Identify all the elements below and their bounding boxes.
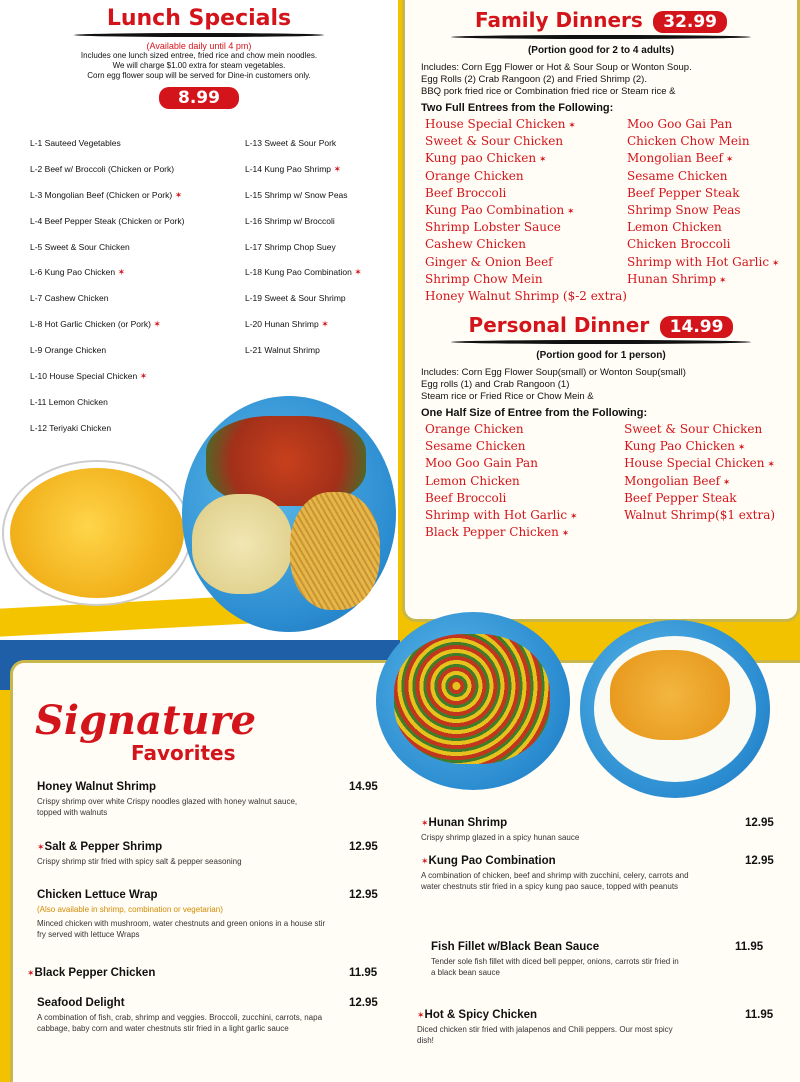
signature-item-name: Seafood Delight	[37, 997, 125, 1009]
chili-pepper-icon: ✶	[37, 842, 45, 852]
signature-item-name: Black Pepper Chicken	[34, 967, 156, 979]
personal-left-column	[425, 421, 624, 541]
family-choose-label: Two Full Entrees from the Following:	[421, 102, 614, 114]
includes-line: BBQ pork fried rice or Combination fried rice or Steam rice &	[421, 86, 676, 97]
entree-item	[425, 116, 627, 133]
lunch-item-list	[30, 136, 390, 447]
walnut-shrimp-plate-image	[580, 620, 770, 798]
family-left-column	[425, 116, 627, 305]
signature-item-row	[37, 841, 317, 853]
signature-script-title: Signature	[35, 697, 257, 744]
entree-label: Moo Goo Gain Pan	[425, 456, 538, 471]
includes-line: Egg Rolls (2) Crab Rangoon (2) and Fried Shrimp (2).	[421, 74, 647, 85]
title-swoosh	[451, 35, 751, 39]
lunch-item	[30, 317, 245, 343]
signature-item-name: Hunan Shrimp	[428, 817, 508, 829]
signature-item-row	[27, 967, 307, 979]
signature-item-description: Crispy shrimp stir fried with spicy salt & pepper seasoning	[37, 857, 242, 866]
signature-item-name: Salt & Pepper Shrimp	[44, 841, 163, 853]
entree-item	[624, 438, 781, 455]
lunch-item-label: L-2 Beef w/ Broccoli (Chicken or Pork)	[30, 163, 175, 174]
chili-pepper-icon: ✶	[722, 155, 734, 166]
signature-item-row	[37, 997, 327, 1009]
lunch-item	[245, 240, 385, 266]
chili-pepper-icon: ✶	[764, 460, 775, 471]
egg-flower-soup-image	[4, 462, 190, 604]
entree-label: Lemon Chicken	[425, 473, 520, 488]
entree-label: Shrimp with Hot Garlic	[626, 254, 770, 269]
entree-label: Mongolian Beef	[626, 151, 723, 166]
entree-item	[425, 168, 627, 185]
family-portion: (Portion good for 2 to 4 adults)	[527, 45, 675, 56]
lunch-item-label: L-16 Shrimp w/ Broccoli	[245, 215, 335, 226]
family-price-badge: 32.99	[653, 11, 727, 33]
kung-pao-combination-plate-image	[376, 612, 570, 790]
signature-item-price: 12.95	[745, 855, 774, 867]
lunch-availability: (Available daily until 4 pm)	[146, 41, 252, 51]
signature-item-row	[37, 889, 327, 901]
signature-item-name: Chicken Lettuce Wrap	[37, 889, 158, 901]
entree-item	[624, 455, 781, 472]
entree-item	[627, 168, 781, 185]
personal-title: Personal Dinner	[468, 313, 650, 338]
signature-item-name: Fish Fillet w/Black Bean Sauce	[431, 941, 600, 953]
entree-item	[425, 185, 627, 202]
family-includes	[405, 62, 797, 98]
family-title-row	[405, 8, 797, 33]
personal-portion: (Portion good for 1 person)	[536, 350, 666, 362]
signature-item-row	[417, 1009, 687, 1021]
signature-item-description: Crispy shrimp over white Crispy noodles glazed with honey walnut sauce, topped with walnuts	[37, 797, 298, 817]
family-dinners-panel	[402, 0, 800, 622]
lunch-item-label: L-12 Teriyaki Chicken	[30, 422, 112, 433]
entree-label: Chicken Chow Mein	[626, 134, 750, 149]
personal-right-column	[624, 421, 781, 541]
lunch-item	[30, 188, 245, 214]
lunch-item	[245, 162, 385, 188]
chili-pepper-icon: ✶	[565, 121, 576, 131]
entree-label: Shrimp Chow Mein	[425, 271, 543, 286]
entree-label: Black Pepper Chicken	[425, 525, 559, 540]
entree-label: House Special Chicken	[425, 117, 566, 131]
lunch-item	[30, 214, 245, 240]
chili-pepper-icon: ✶	[172, 189, 183, 200]
signature-item	[417, 1009, 687, 1046]
lunch-item	[30, 395, 245, 421]
entree-label: Honey Walnut Shrimp ($-2 extra)	[425, 288, 627, 303]
lunch-item-label: L-6 Kung Pao Chicken	[30, 267, 116, 278]
entree-label: Kung pao Chicken	[425, 151, 537, 166]
personal-includes	[405, 367, 797, 403]
entree-item	[425, 507, 624, 524]
entree-item	[425, 455, 624, 472]
lunch-item	[30, 291, 245, 317]
lunch-item	[245, 188, 385, 214]
entree-item	[627, 271, 781, 288]
entree-item	[425, 219, 627, 236]
chili-pepper-icon: ✶	[564, 206, 575, 217]
signature-item-description: Diced chicken stir fried with jalapenos and Chili peppers. Our most spicy dish!	[417, 1025, 673, 1045]
lunch-item-label: L-4 Beef Pepper Steak (Chicken or Pork)	[30, 215, 185, 226]
lunch-item-label: L-14 Kung Pao Shrimp	[245, 163, 331, 174]
entree-label: Hunan Shrimp	[626, 271, 717, 286]
family-entree-grid	[405, 114, 797, 305]
chili-pepper-icon: ✶	[735, 443, 746, 454]
lunch-item-label: L-19 Sweet & Sour Shrimp	[245, 293, 346, 304]
chili-pepper-icon: ✶	[536, 155, 547, 166]
lunch-item-label: L-9 Orange Chicken	[30, 345, 107, 356]
signature-item	[431, 941, 681, 978]
lunch-title: Lunch Specials	[106, 6, 292, 31]
signature-item-row	[421, 855, 691, 867]
entree-label: Moo Goo Gai Pan	[626, 117, 733, 131]
lunch-item-label: L-18 Kung Pao Combination	[245, 267, 352, 278]
entree-item	[425, 254, 627, 271]
personal-price-badge: 14.99	[660, 316, 734, 338]
title-swoosh	[74, 33, 324, 37]
lunch-item-label: L-15 Shrimp w/ Snow Peas	[245, 189, 348, 200]
signature-item-price: 11.95	[349, 967, 378, 979]
lunch-item-label: L-5 Sweet & Sour Chicken	[30, 241, 130, 252]
lunch-item-label: L-3 Mongolian Beef (Chicken or Pork)	[30, 189, 173, 200]
entree-item	[627, 202, 781, 219]
signature-item-description: Minced chicken with mushroom, water chestnuts and green onions in a house stir fry served with lettuce Wraps	[37, 919, 326, 939]
personal-choose-label: One Half Size of Entree from the Following:	[421, 407, 648, 420]
entree-label: Mongolian Beef	[624, 473, 721, 488]
entree-item	[425, 236, 627, 253]
signature-item-price: 12.95	[745, 817, 774, 829]
chili-pepper-icon: ✶	[769, 258, 780, 269]
signature-item-price: 12.95	[349, 889, 378, 901]
lunch-item	[245, 291, 385, 317]
entree-label: Beef Pepper Steak	[626, 185, 740, 200]
entree-item	[425, 133, 627, 150]
chili-pepper-icon: ✶	[150, 319, 161, 330]
signature-item-row	[431, 941, 681, 953]
signature-item-description: Tender sole fish fillet with diced bell pepper, onions, carrots stir fried in a black bean sauce	[431, 957, 679, 977]
lunch-item	[30, 162, 245, 188]
lunch-item-label: L-7 Cashew Chicken	[30, 293, 109, 304]
signature-item	[37, 997, 327, 1034]
entree-label: Kung Pao Chicken	[624, 439, 736, 454]
lunch-price-badge: 8.99	[159, 87, 239, 109]
kung-pao-food-image	[394, 634, 550, 764]
entree-label: Shrimp with Hot Garlic	[425, 508, 568, 522]
entree-label: Kung Pao Combination	[425, 202, 565, 217]
signature-item	[421, 855, 691, 892]
signature-item-note: (Also available in shrimp, combination or vegetarian)	[37, 905, 223, 914]
personal-title-row	[405, 313, 797, 338]
lunch-note-line: Corn egg flower soup will be served for Dine-in customers only.	[87, 71, 311, 80]
chili-pepper-icon: ✶	[567, 512, 578, 522]
entree-item	[624, 507, 781, 524]
lunch-plate-image	[182, 396, 396, 632]
lunch-note	[0, 51, 398, 81]
signature-item-name: Hot & Spicy Chicken	[424, 1009, 538, 1021]
lunch-specials-panel	[0, 0, 398, 640]
entree-label: Beef Pepper Steak	[624, 490, 737, 505]
lunch-item-label: L-11 Lemon Chicken	[30, 396, 108, 407]
chili-pepper-icon: ✶	[115, 267, 126, 278]
entree-item	[425, 271, 627, 288]
family-title: Family Dinners	[474, 8, 643, 32]
signature-item-description: Crispy shrimp glazed in a spicy hunan sauce	[421, 833, 580, 842]
entree-label: Ginger & Onion Beef	[425, 254, 553, 269]
chili-pepper-icon: ✶	[137, 371, 148, 382]
entree-item	[627, 150, 781, 167]
includes-line: Egg rolls (1) and Crab Rangoon (1)	[421, 379, 570, 391]
chili-pepper-icon: ✶	[417, 1010, 425, 1020]
signature-item-row	[37, 781, 317, 793]
title-swoosh	[451, 340, 751, 344]
chili-pepper-icon: ✶	[558, 529, 570, 540]
lunch-note-line: We will charge $1.00 extra for steam vegetables.	[112, 61, 286, 70]
entree-label: Chicken Broccoli	[626, 237, 731, 252]
includes-line: Includes: Corn Egg Flower Soup(small) or Wonton Soup(small)	[421, 367, 686, 379]
signature-item	[37, 781, 317, 818]
entree-label: Sesame Chicken	[626, 168, 728, 183]
lunch-item	[245, 136, 385, 162]
entree-item	[624, 473, 781, 490]
signature-item	[37, 889, 327, 940]
shrimp-food-image	[610, 650, 730, 740]
entree-label: Shrimp Snow Peas	[626, 202, 741, 217]
entree-label: Orange Chicken	[425, 422, 524, 437]
chow-mein-image	[290, 492, 380, 610]
signature-item-description: A combination of fish, crab, shrimp and veggies. Broccoli, zucchini, carrots, napa cabbage, baby corn and water chestnuts stir fried in a light garlic sauce	[37, 1013, 323, 1033]
entree-label: Beef Broccoli	[425, 490, 507, 505]
signature-item	[421, 817, 681, 843]
entree-item	[624, 421, 781, 438]
entree-item	[425, 490, 624, 507]
entree-label: Walnut Shrimp($1 extra)	[624, 508, 776, 522]
signature-item-price: 11.95	[745, 1009, 774, 1021]
chili-pepper-icon: ✶	[421, 818, 429, 828]
lunch-item-label: L-10 House Special Chicken	[30, 371, 138, 382]
entree-item	[425, 421, 624, 438]
lunch-item	[30, 343, 245, 369]
chili-pepper-icon: ✶	[331, 163, 342, 174]
lunch-left-column	[30, 136, 245, 447]
entree-item	[425, 438, 624, 455]
chili-pepper-icon: ✶	[716, 275, 727, 286]
lunch-note-line: Includes one lunch sized entree, fried rice and chow mein noodles.	[80, 51, 318, 60]
entree-item	[425, 150, 627, 167]
lunch-item	[245, 265, 385, 291]
entree-label: Beef Broccoli	[425, 185, 507, 200]
entree-item	[627, 185, 781, 202]
entree-label: House Special Chicken	[624, 456, 765, 471]
lunch-item-label: L-21 Walnut Shrimp	[245, 345, 320, 356]
lunch-item	[30, 136, 245, 162]
signature-item-price: 12.95	[349, 841, 378, 853]
chili-pepper-icon: ✶	[27, 968, 35, 978]
entree-label: Sesame Chicken	[425, 439, 526, 454]
chili-pepper-icon: ✶	[318, 319, 329, 330]
chili-pepper-icon: ✶	[720, 477, 731, 488]
signature-subtitle: Favorites	[131, 741, 236, 765]
entree-label: Sweet & Sour Chicken	[624, 422, 763, 437]
signature-item-price: 14.95	[349, 781, 378, 793]
signature-item	[37, 841, 317, 867]
includes-line: Includes: Corn Egg Flower or Hot & Sour Soup or Wonton Soup.	[421, 62, 692, 73]
entree-item	[425, 473, 624, 490]
signature-item-price: 12.95	[349, 997, 378, 1009]
entree-label: Orange Chicken	[425, 168, 524, 183]
entree-item	[425, 288, 627, 305]
chili-pepper-icon: ✶	[351, 267, 362, 278]
lunch-item-label: L-8 Hot Garlic Chicken (or Pork)	[30, 319, 151, 330]
chili-pepper-icon: ✶	[421, 856, 429, 866]
personal-entree-grid	[405, 419, 797, 541]
entree-item	[627, 236, 781, 253]
fried-rice-image	[192, 494, 292, 594]
includes-line: Steam rice or Fried Rice or Chow Mein &	[421, 391, 594, 403]
signature-item-description: A combination of chicken, beef and shrimp with zucchini, celery, carrots and water chestnuts stir fried in a spicy kung pao sauce, topped with peanuts	[421, 871, 689, 891]
entree-item	[425, 202, 627, 219]
entree-item	[627, 254, 781, 271]
lunch-item-label: L-20 Hunan Shrimp	[245, 319, 319, 330]
signature-item-name: Kung Pao Combination	[428, 855, 556, 867]
signature-item-row	[421, 817, 681, 829]
entree-label: Sweet & Sour Chicken	[425, 134, 564, 149]
entree-label: Lemon Chicken	[626, 220, 722, 235]
entree-item	[627, 133, 781, 150]
lunch-item-label: L-17 Shrimp Chop Suey	[245, 241, 336, 252]
lunch-item	[30, 369, 245, 395]
signature-item-price: 11.95	[735, 941, 764, 953]
lunch-item	[245, 214, 385, 240]
entree-label: Cashew Chicken	[425, 237, 526, 252]
signature-item-name: Honey Walnut Shrimp	[37, 781, 157, 793]
lunch-item	[30, 265, 245, 291]
lunch-item	[245, 317, 385, 343]
entree-item	[627, 219, 781, 236]
entree-item	[627, 116, 781, 133]
signature-item	[27, 967, 307, 979]
entree-label: Shrimp Lobster Sauce	[425, 220, 561, 235]
entree-item	[425, 524, 624, 541]
lunch-item-label: L-13 Sweet & Sour Pork	[245, 138, 337, 148]
lunch-item-label: L-1 Sauteed Vegetables	[30, 138, 121, 148]
lunch-item	[30, 240, 245, 266]
family-right-column	[627, 116, 781, 305]
entree-item	[624, 490, 781, 507]
lunch-item	[245, 343, 385, 369]
